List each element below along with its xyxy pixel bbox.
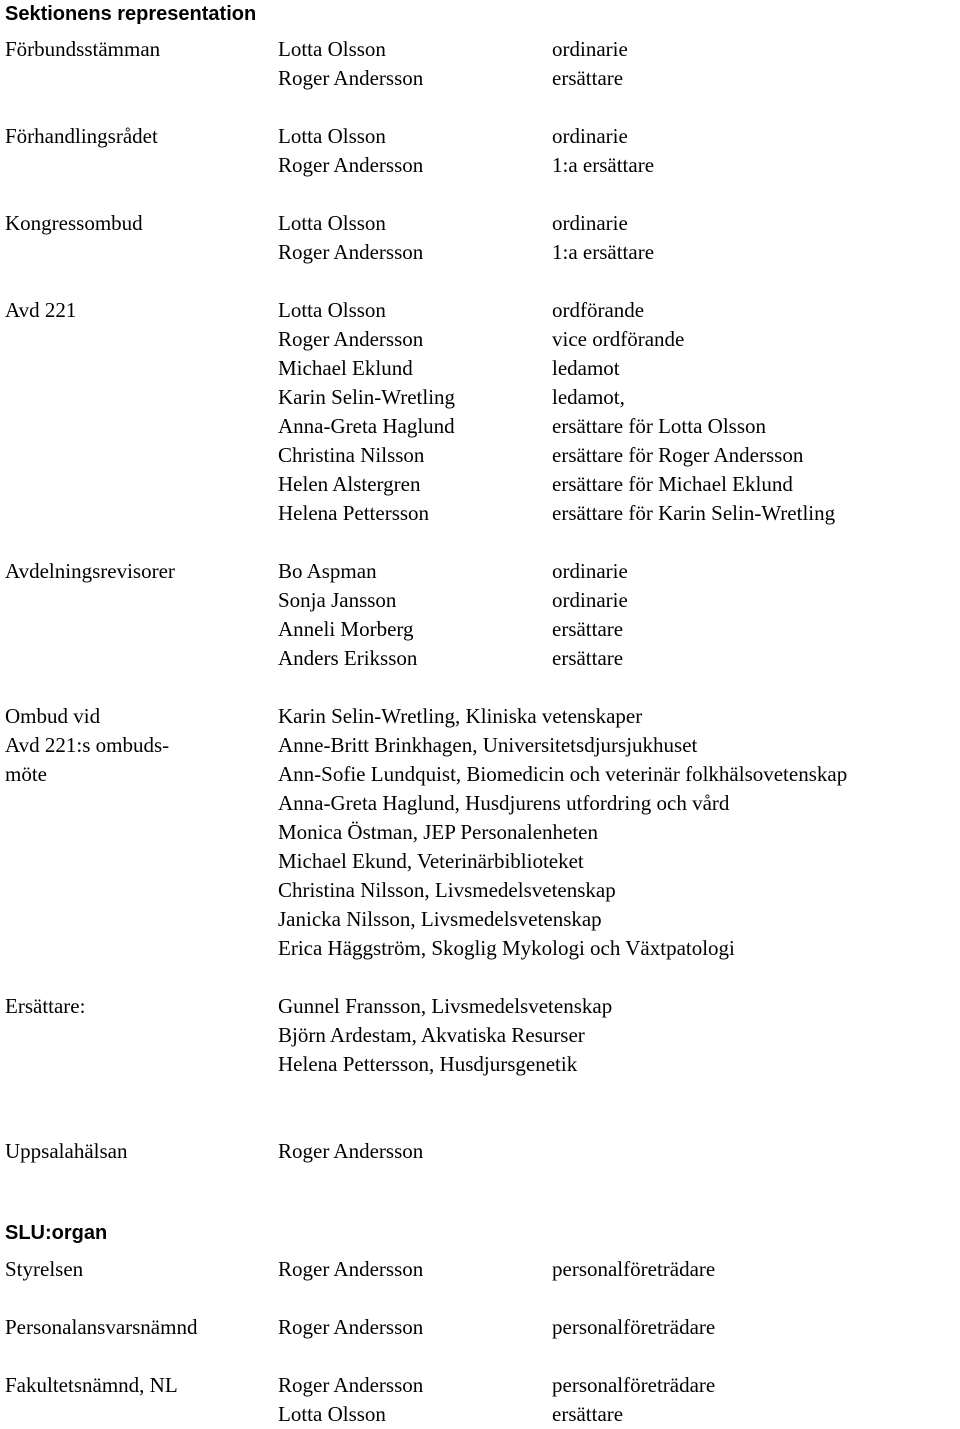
member-name: Monica Östman, JEP Personalenheten (278, 820, 598, 844)
member-name: Helen Alstergren (278, 472, 421, 496)
member-role: vice ordförande (552, 327, 685, 351)
member-role: ledamot (552, 356, 620, 380)
member-name: Anders Eriksson (278, 646, 418, 670)
member-role: ordinarie (552, 211, 628, 235)
member-role: ersättare (552, 1402, 624, 1426)
group-label: Avdelningsrevisorer (5, 559, 175, 583)
member-name: Karin Selin-Wretling, Kliniska vetenskaper (278, 704, 643, 728)
member-role: ersättare för Lotta Olsson (552, 414, 767, 438)
member-role: ersättare (552, 617, 624, 641)
member-role: ersättare för Roger Andersson (552, 443, 804, 467)
member-name: Christina Nilsson, Livsmedelsvetenskap (278, 878, 616, 902)
member-name: Erica Häggström, Skoglig Mykologi och Växtpatologi (278, 936, 735, 960)
member-name: Helena Pettersson (278, 501, 430, 525)
member-role: ersättare för Karin Selin-Wretling (552, 501, 836, 525)
group-label: Avd 221 (5, 298, 77, 322)
member-name: Bo Aspman (278, 559, 377, 583)
group-label: Styrelsen (5, 1257, 84, 1281)
group-label: möte (5, 762, 47, 786)
group-label: Förhandlingsrådet (5, 124, 158, 148)
member-name: Björn Ardestam, Akvatiska Resurser (278, 1023, 585, 1047)
member-name: Anna-Greta Haglund, Husdjurens utfordring och vård (278, 791, 730, 815)
member-name: Roger Andersson (278, 1139, 424, 1163)
member-name: Anne-Britt Brinkhagen, Universitetsdjursjukhuset (278, 733, 698, 757)
member-role: ledamot, (552, 385, 625, 409)
group-label: Personalansvarsnämnd (5, 1315, 198, 1339)
member-name: Janicka Nilsson, Livsmedelsvetenskap (278, 907, 602, 931)
section-heading: SLU:organ (5, 1222, 108, 1244)
member-name: Lotta Olsson (278, 124, 386, 148)
member-name: Anneli Morberg (278, 617, 414, 641)
member-name: Anna-Greta Haglund (278, 414, 455, 438)
group-label: Avd 221:s ombuds- (5, 733, 170, 757)
member-name: Christina Nilsson (278, 443, 425, 467)
group-label: Uppsalahälsan (5, 1139, 128, 1163)
member-name: Roger Andersson (278, 66, 424, 90)
member-role: 1:a ersättare (552, 153, 655, 177)
member-role: ordinarie (552, 588, 628, 612)
member-name: Lotta Olsson (278, 298, 386, 322)
member-name: Roger Andersson (278, 240, 424, 264)
member-role: ordinarie (552, 37, 628, 61)
member-name: Roger Andersson (278, 1373, 424, 1397)
member-name: Roger Andersson (278, 1315, 424, 1339)
member-role: personalföreträdare (552, 1373, 716, 1397)
member-name: Roger Andersson (278, 1257, 424, 1281)
member-name: Michael Eklund (278, 356, 413, 380)
member-name: Helena Pettersson, Husdjursgenetik (278, 1052, 578, 1076)
member-name: Michael Ekund, Veterinärbiblioteket (278, 849, 584, 873)
member-name: Sonja Jansson (278, 588, 397, 612)
member-role: personalföreträdare (552, 1315, 716, 1339)
section-heading: Sektionens representation (5, 3, 257, 25)
member-role: 1:a ersättare (552, 240, 655, 264)
member-name: Lotta Olsson (278, 211, 386, 235)
member-name: Lotta Olsson (278, 37, 386, 61)
member-role: ordinarie (552, 124, 628, 148)
group-label: Fakultetsnämnd, NL (5, 1373, 178, 1397)
group-label: Förbundsstämman (5, 37, 161, 61)
group-label: Ersättare: (5, 994, 86, 1018)
member-name: Roger Andersson (278, 327, 424, 351)
member-role: ordförande (552, 298, 645, 322)
member-role: ersättare (552, 646, 624, 670)
member-name: Gunnel Fransson, Livsmedelsvetenskap (278, 994, 613, 1018)
member-role: personalföreträdare (552, 1257, 716, 1281)
member-name: Roger Andersson (278, 153, 424, 177)
member-role: ordinarie (552, 559, 628, 583)
member-name: Ann-Sofie Lundquist, Biomedicin och veterinär folkhälsovetenskap (278, 762, 848, 786)
member-role: ersättare för Michael Eklund (552, 472, 793, 496)
member-name: Lotta Olsson (278, 1402, 386, 1426)
member-name: Karin Selin-Wretling (278, 385, 456, 409)
group-label: Kongressombud (5, 211, 143, 235)
group-label: Ombud vid (5, 704, 101, 728)
member-role: ersättare (552, 66, 624, 90)
